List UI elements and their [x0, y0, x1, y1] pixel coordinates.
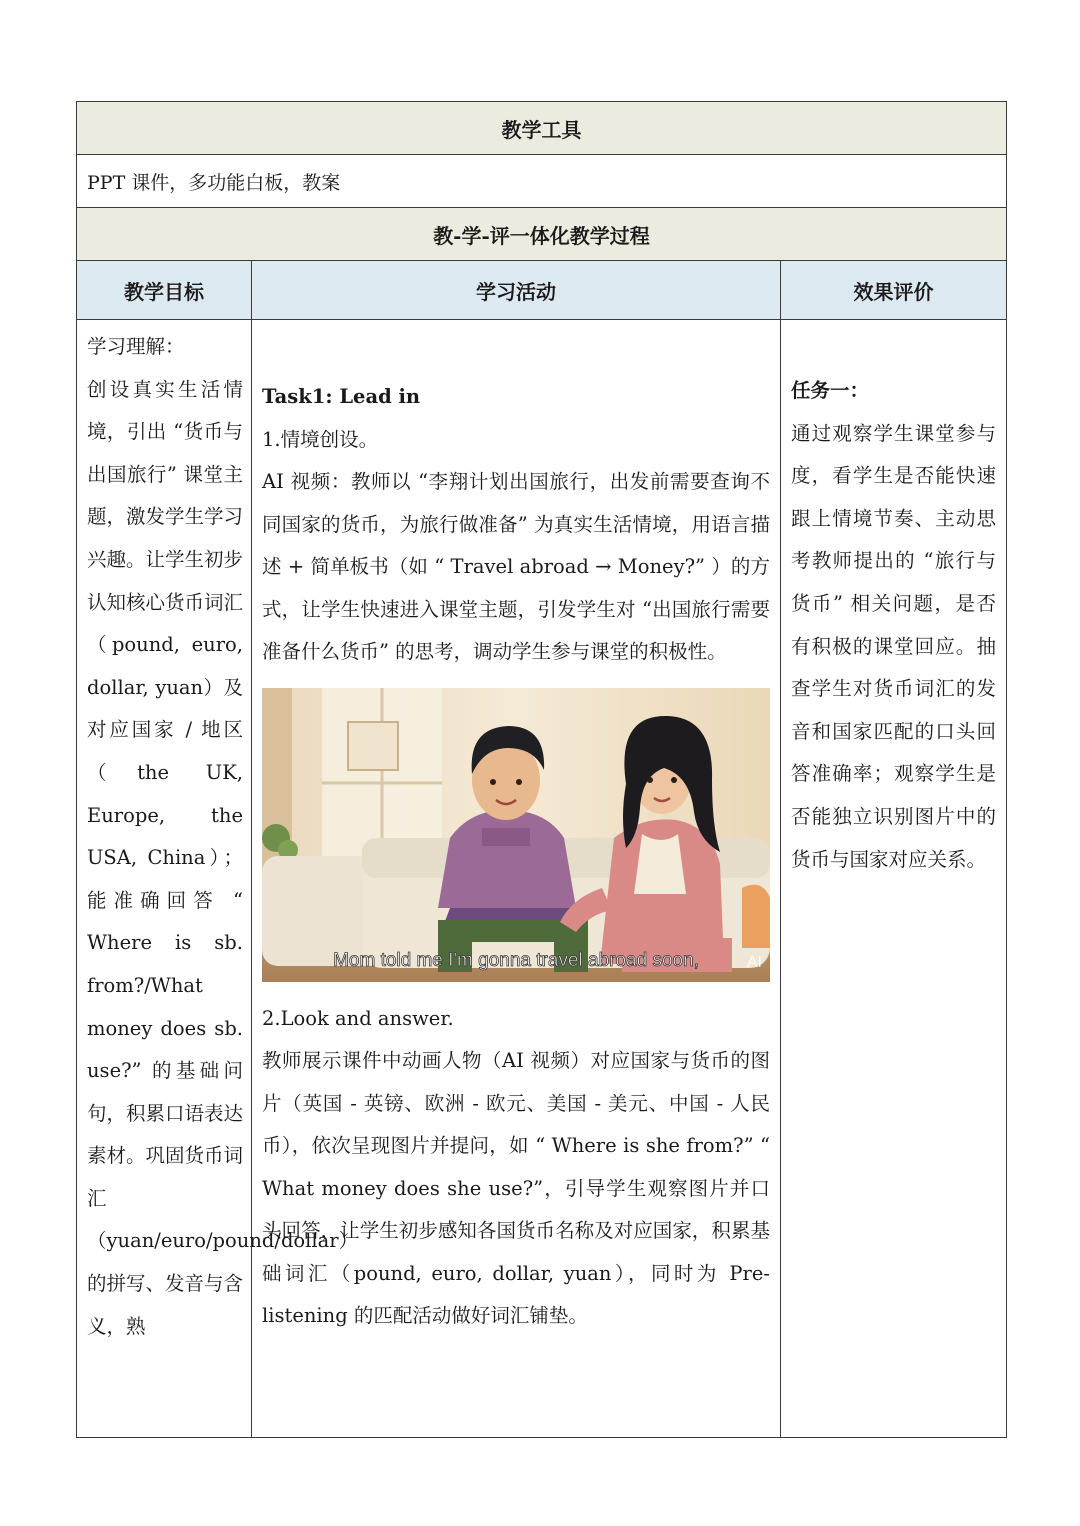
goals-text: 创设真实生活情境，引出 “货币与出国旅行” 课堂主题，激发学生学习兴趣。让学生初步认知核心货币词汇（pound, euro, dollar, yuan）及对应国家 / 地区 （the UK, Europe, the USA, China）；能准确回答 “ Where is sb. from?/What money does sb. use?” 的基础问句，积累口语表达素材。巩固货币词汇（yuan/euro/pound/dollar）的拼写、发音与含义，熟 [87, 377, 359, 1338]
tools-header: 教学工具 [77, 102, 1007, 155]
step1-text: AI 视频：教师以 “李翔计划出国旅行，出发前需要查询不同国家的货币，为旅行做准备” 为真实生活情境，用语言描述 + 简单板书（如 “ Travel abroad → Money?” ）的方式，让学生快速进入课堂主题，引发学生对 “出国旅行需要准备什么货币” 的思考，调动学生参与课堂的积极性。 [262, 470, 770, 663]
step1-title: 1.情境创设。 [262, 427, 379, 451]
evaluation-cell [781, 320, 1007, 1438]
video-still-illustration [262, 688, 770, 982]
step2-text: 教师展示课件中动画人物（AI 视频）对应国家与货币的图片（英国 - 英镑、欧洲 - 欧元、美国 - 美元、中国 - 人民币），依次呈现图片并提问，如 “ Where is she from?” “ What money does she use?”，引导学生观察图片并口头回答，让学生初步感知各国货币名称及对应国家，积累基础词汇（pound, euro, dollar, yuan），同时为 Pre-listening 的匹配活动做好词汇铺垫。 [262, 1049, 770, 1327]
process-header: 教-学-评一体化教学过程 [77, 208, 1007, 261]
task1-title: Task1: Lead in [262, 385, 421, 408]
step2-title: 2.Look and answer. [262, 1006, 454, 1030]
goals-label: 学习理解： [87, 335, 185, 358]
video-caption: Mom told me I'm gonna travel abroad soon, [333, 949, 699, 971]
lesson-plan-table [76, 101, 1007, 1438]
column-header-goals: 教学目标 [77, 261, 252, 320]
column-header-evaluation: 效果评价 [781, 261, 1007, 320]
column-header-activities: 学习活动 [252, 261, 781, 320]
ai-watermark: AI [746, 953, 762, 971]
lesson-plan-sheet [76, 101, 1006, 1441]
evaluation-task-label: 任务一： [791, 379, 870, 402]
evaluation-text: 通过观察学生课堂参与度，看学生是否能快速跟上情境节奏、主动思考教师提出的 “旅行与货币” 相关问题，是否有积极的课堂回应。抽查学生对货币词汇的发音和国家匹配的口头回答准确率；观察学生是否能独立识别图片中的货币与国家对应关系。 [791, 421, 996, 871]
tools-content: PPT 课件，多功能白板，教案 [77, 155, 1007, 208]
activities-cell [252, 320, 781, 1438]
